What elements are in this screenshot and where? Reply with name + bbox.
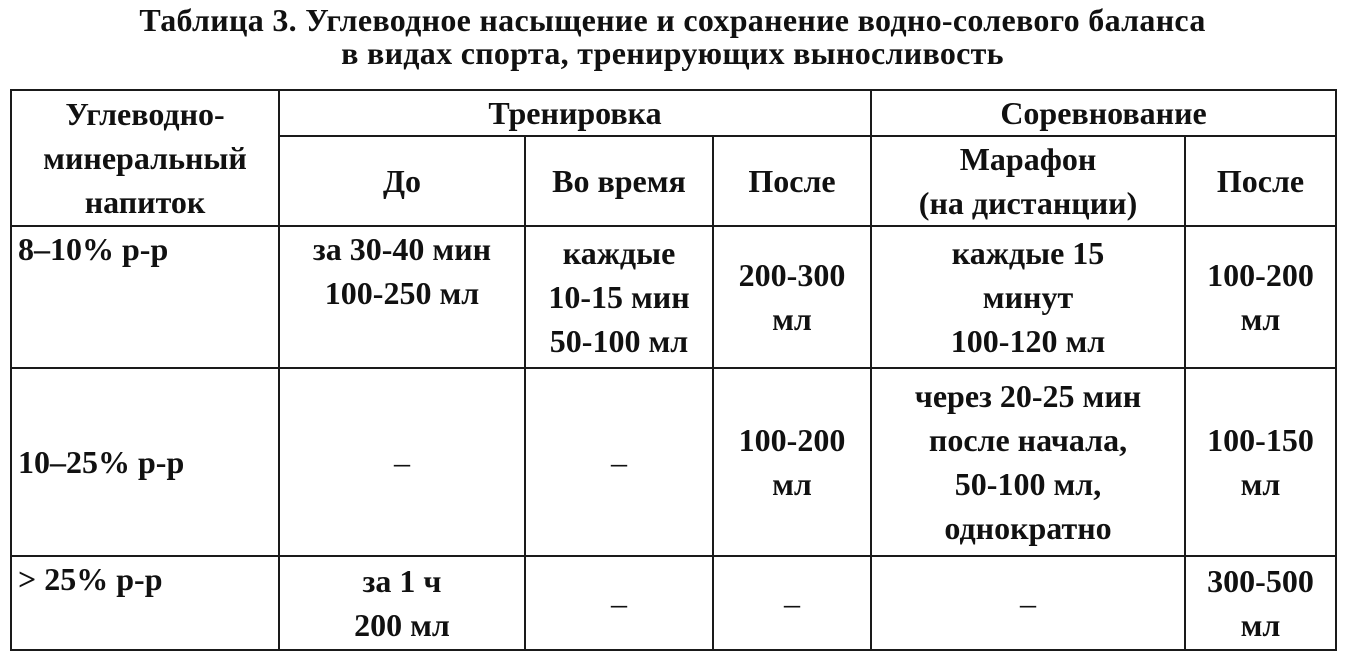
cell-line: мл xyxy=(772,466,812,502)
cell-before xyxy=(279,226,525,368)
cell-marathon xyxy=(871,226,1185,368)
cell-during: – xyxy=(525,556,713,650)
cell-line: 100-150 xyxy=(1207,422,1314,458)
header-competition: Соревнование xyxy=(871,90,1336,136)
cell-line: мл xyxy=(1240,301,1281,337)
cell-during xyxy=(525,226,713,368)
cell-competition-after xyxy=(1185,368,1336,556)
cell-line: мл xyxy=(772,301,812,337)
header-row-1 xyxy=(11,90,1336,136)
header-training: Тренировка xyxy=(279,90,871,136)
cell-line: мл xyxy=(1240,466,1281,502)
table-title xyxy=(0,0,1345,84)
header-marathon-line-1: Марафон xyxy=(959,141,1097,177)
header-drink-line-1: Углеводно- xyxy=(65,96,225,132)
cell-during: – xyxy=(525,368,713,556)
cell-drink: 10–25% р-р xyxy=(11,368,279,556)
cell-line: 50-100 мл, xyxy=(954,466,1102,502)
cell-line: каждые xyxy=(562,235,676,271)
cell-line: каждые 15 xyxy=(951,235,1105,271)
cell-line: за 1 ч xyxy=(362,563,442,599)
cell-drink: > 25% р-р xyxy=(11,556,279,650)
header-marathon-line-2: (на дистанции) xyxy=(918,185,1138,221)
table-title-line-1: Таблица 3. Углеводное насыщение и сохранение водно-солевого баланса xyxy=(139,2,1206,38)
cell-line: после начала, xyxy=(928,422,1128,458)
table-row xyxy=(11,368,1336,556)
header-drink-line-3: напиток xyxy=(84,184,206,220)
cell-line: 10-15 мин xyxy=(548,279,690,315)
cell-after xyxy=(713,226,871,368)
cell-line: через 20-25 мин xyxy=(914,378,1142,414)
header-marathon xyxy=(871,136,1185,226)
cell-line: 300-500 xyxy=(1207,563,1314,599)
cell-line: 100-200 xyxy=(738,422,846,458)
cell-line: минут xyxy=(982,279,1074,315)
cell-line: однократно xyxy=(944,510,1112,546)
cell-before xyxy=(279,556,525,650)
table-row xyxy=(11,226,1336,368)
cell-drink: 8–10% р-р xyxy=(11,226,279,368)
cell-after: – xyxy=(713,556,871,650)
cell-competition-after xyxy=(1185,226,1336,368)
table-row xyxy=(11,556,1336,650)
header-drink-line-2: минеральный xyxy=(43,140,247,176)
cell-competition-after xyxy=(1185,556,1336,650)
cell-after xyxy=(713,368,871,556)
header-training-before: До xyxy=(279,136,525,226)
header-competition-after: После xyxy=(1185,136,1336,226)
cell-marathon: – xyxy=(871,556,1185,650)
table-title-line-2: в видах спорта, тренирующих выносливость xyxy=(341,35,1004,71)
cell-line: 100-250 мл xyxy=(324,275,480,311)
header-training-after: После xyxy=(713,136,871,226)
cell-line: 100-120 мл xyxy=(950,323,1106,359)
cell-line: 200 мл xyxy=(354,607,450,643)
header-training-during: Во время xyxy=(525,136,713,226)
header-drink xyxy=(11,90,279,226)
cell-line: за 30-40 мин xyxy=(312,231,492,267)
cell-line: 200-300 xyxy=(738,257,846,293)
cell-before: – xyxy=(279,368,525,556)
cell-line: 100-200 xyxy=(1207,257,1314,293)
cell-marathon xyxy=(871,368,1185,556)
hydration-table xyxy=(10,89,1337,651)
cell-line: 50-100 мл xyxy=(549,323,689,359)
cell-line: мл xyxy=(1240,607,1281,643)
